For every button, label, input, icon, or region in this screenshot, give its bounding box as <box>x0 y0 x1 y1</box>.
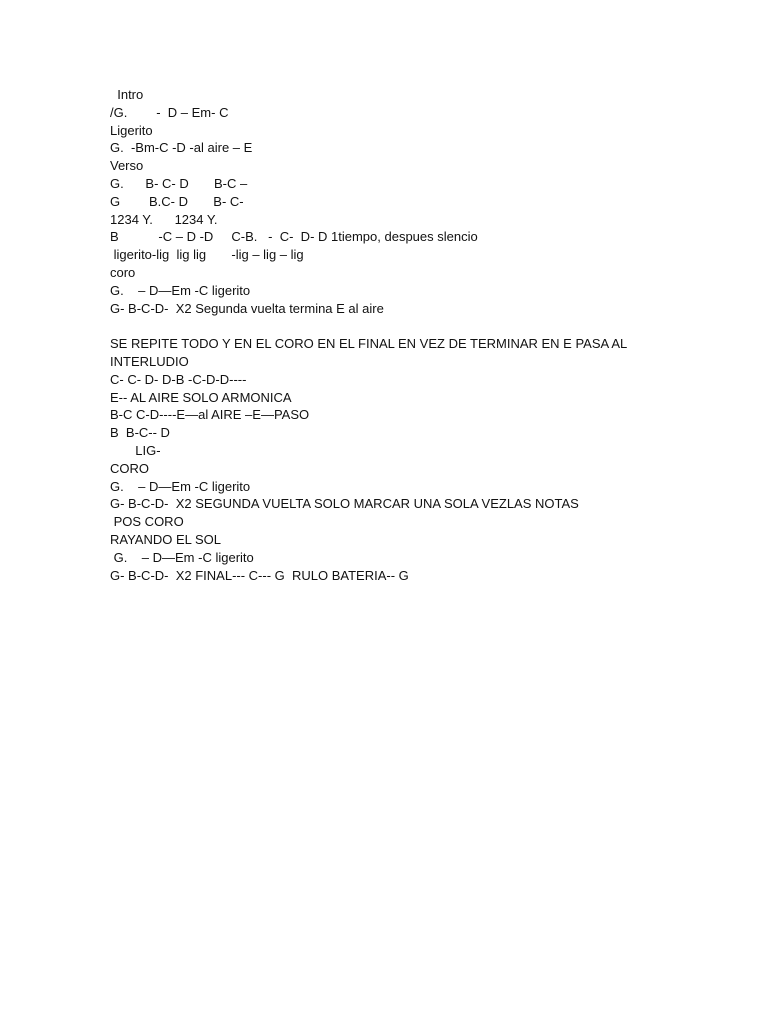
text-line-lig: LIG- <box>110 442 161 458</box>
text-line-verso-chords-2: G B.C- D B- C- <box>110 193 244 209</box>
text-line-coro-chords-1: G. – D—Em -C ligerito <box>110 282 251 298</box>
text-line-intro: Intro <box>110 87 144 102</box>
text-line-coro-chords-2: G- B-C-D- X2 Segunda vuelta termina E al aire <box>110 300 384 316</box>
text-line-coro: coro <box>110 264 136 280</box>
text-line-verso: Verso <box>110 158 144 174</box>
text-line-paso: B-C C-D----E—al AIRE –E—PASO <box>110 407 310 423</box>
text-line-coro2-chords-1: G. – D—Em -C ligerito <box>110 478 251 494</box>
text-line-count: 1234 Y. 1234 Y. <box>110 211 218 227</box>
text-line-ligerito: Ligerito <box>110 122 153 138</box>
text-line-ligerito-chords: G. -Bm-C -D -al aire – E <box>110 140 253 156</box>
text-line-armonica: E-- AL AIRE SOLO ARMONICA <box>110 389 292 405</box>
text-line-verso-chords-3: B -C – D -D C-B. - C- D- D 1tiempo, despues slencio <box>110 229 478 245</box>
blank-line <box>110 317 730 335</box>
text-line-final-chords-1: G. – D—Em -C ligerito <box>110 549 254 565</box>
text-line-coro2-chords-2: G- B-C-D- X2 SEGUNDA VUELTA SOLO MARCAR UNA SOLA VEZLAS NOTAS <box>110 496 579 512</box>
text-line-pos-coro: POS CORO <box>110 514 184 530</box>
text-line-final-chords-2: G- B-C-D- X2 FINAL--- C--- G RULO BATERIA-- G <box>110 567 409 583</box>
text-line-interludio-chords: C- C- D- D-B -C-D-D---- <box>110 371 247 387</box>
text-line-verso-chords-1: G. B- C- D B-C – <box>110 175 248 191</box>
document-body <box>110 86 730 584</box>
text-line-interludio: INTERLUDIO <box>110 353 189 369</box>
text-line-ligerito-pattern: ligerito-lig lig lig -lig – lig – lig <box>110 247 304 263</box>
text-line-b-chords: B B-C-- D <box>110 425 170 441</box>
text-line-rayando: RAYANDO EL SOL <box>110 531 222 547</box>
text-line-repeat-note: SE REPITE TODO Y EN EL CORO EN EL FINAL EN VEZ DE TERMINAR EN E PASA AL <box>110 336 628 352</box>
text-line-intro-chords: /G. - D – Em- C <box>110 104 229 120</box>
text-line-coro-heading: CORO <box>110 460 149 476</box>
